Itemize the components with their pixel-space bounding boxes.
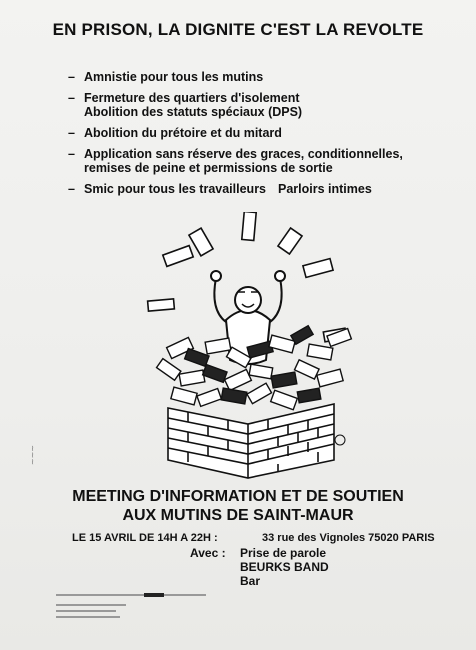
- demand-item: – Amnistie pour tous les mutins: [68, 70, 468, 84]
- demand-item: – Abolition du prétoire et du mitard: [68, 126, 468, 140]
- prisoner-breaking-wall-illustration: [128, 212, 368, 482]
- demands-list: [68, 70, 468, 203]
- avec-item: Prise de parole: [240, 546, 327, 560]
- demand-item: – Fermeture des quartiers d'isolement Abolition des statuts spéciaux (DPS): [68, 91, 468, 119]
- demand-line: Smic pour tous les travailleurs: [84, 182, 267, 196]
- meeting-line-2: AUX MUTINS DE SAINT-MAUR: [122, 507, 354, 524]
- poster-headline: EN PRISON, LA DIGNITE C'EST LA REVOLTE: [52, 20, 424, 39]
- pencil-note: ~~~: [28, 445, 37, 466]
- avec-item: BEURKS BAND: [240, 560, 329, 574]
- printer-stamp: [56, 580, 216, 620]
- demand-line: remises de peine et permissions de sortie: [84, 161, 333, 175]
- avec-list: [240, 546, 329, 588]
- signature-mark: [335, 435, 345, 445]
- demand-line: Application sans réserve des graces, conditionnelles,: [84, 147, 403, 161]
- brick-wall: [168, 404, 334, 478]
- demand-line: Fermeture des quartiers d'isolement: [84, 91, 300, 105]
- demand-item: – Smic pour tous les travailleurs Parloirs intimes: [68, 182, 372, 196]
- meeting-heading: [0, 487, 476, 525]
- avec-label: Avec :: [190, 546, 226, 560]
- avec-item: Bar: [240, 574, 261, 588]
- demand-line: Amnistie pour tous les mutins: [84, 70, 264, 84]
- event-date-time: LE 15 AVRIL DE 14H A 22H :: [72, 532, 218, 544]
- demand-line: Abolition des statuts spéciaux (DPS): [84, 105, 303, 119]
- meeting-line-1: MEETING D'INFORMATION ET DE SOUTIEN: [72, 488, 404, 505]
- demand-item: – Application sans réserve des graces, conditionnelles, remises de peine et permissions de sortie: [68, 147, 468, 175]
- demand-line: Abolition du prétoire et du mitard: [84, 126, 282, 140]
- event-address: 33 rue des Vignoles 75020 PARIS: [262, 532, 435, 544]
- demand-extra: Parloirs intimes: [278, 182, 372, 196]
